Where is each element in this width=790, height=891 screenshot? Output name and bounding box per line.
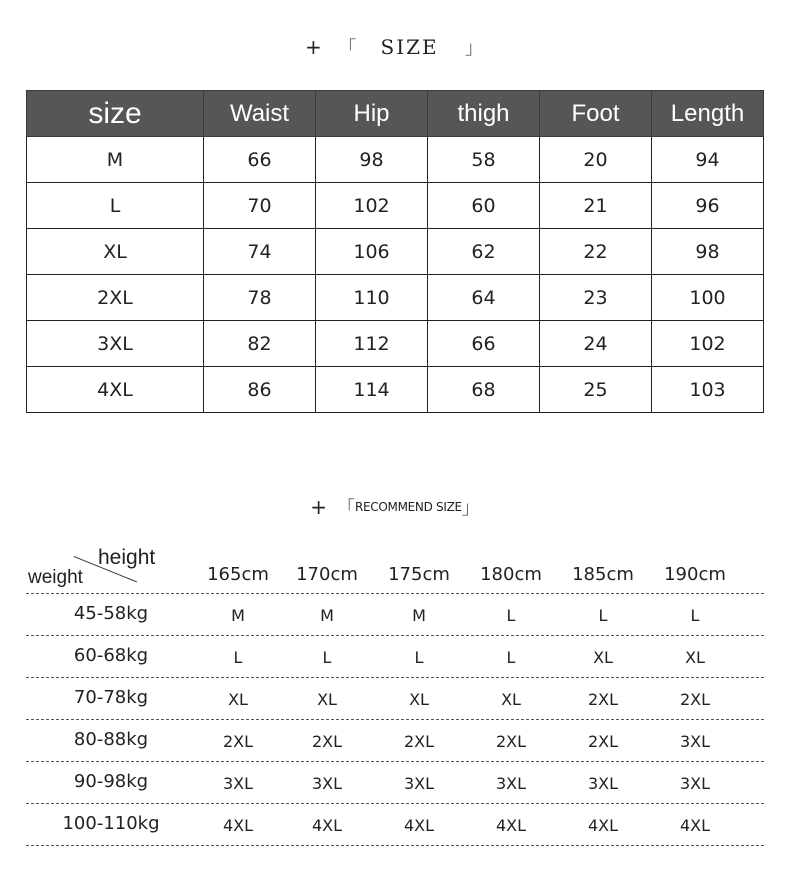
open-bracket: 「: [336, 498, 355, 519]
table-row: [27, 137, 764, 183]
recommended-size-cell: 2XL: [587, 732, 619, 751]
table-cell: 25: [540, 367, 652, 413]
recommended-size-cell: 4XL: [495, 816, 527, 835]
recommended-size-cell: 2XL: [587, 690, 619, 709]
recommended-size-cell: XL: [317, 690, 337, 709]
recommended-size-cell: 4XL: [587, 816, 619, 835]
plus-icon: +: [310, 495, 327, 519]
recommended-size-cell: 4XL: [403, 816, 435, 835]
recommended-size-cell: 3XL: [679, 732, 711, 751]
table-row: [26, 636, 764, 678]
height-column-header: 170cm: [296, 564, 358, 585]
table-row: [27, 229, 764, 275]
recommended-size-cell: 2XL: [495, 732, 527, 751]
recommended-size-cell: XL: [228, 690, 248, 709]
weight-range-label: 45-58kg: [73, 603, 149, 624]
weight-range-label: 90-98kg: [73, 771, 149, 792]
table-cell: 94: [652, 137, 764, 183]
recommended-size-cell: M: [231, 606, 245, 625]
weight-range-label: 80-88kg: [73, 729, 149, 750]
weight-range-label: 60-68kg: [73, 645, 149, 666]
recommended-size-cell: 3XL: [403, 774, 435, 793]
recommended-size-cell: 2XL: [679, 690, 711, 709]
table-cell: 86: [204, 367, 316, 413]
recommended-size-cell: L: [506, 648, 516, 667]
recommended-size-cell: L: [322, 648, 332, 667]
size-table-header-row: [27, 91, 764, 137]
recommended-size-cell: M: [412, 606, 426, 625]
foot-column-header: Foot: [540, 91, 652, 137]
recommended-size-cell: 3XL: [679, 774, 711, 793]
table-cell: 20: [540, 137, 652, 183]
height-column-header: 175cm: [388, 564, 450, 585]
size-table: [26, 90, 764, 413]
height-column-header: 190cm: [664, 564, 726, 585]
height-column-header: 180cm: [480, 564, 542, 585]
table-cell: 24: [540, 321, 652, 367]
table-cell: 103: [652, 367, 764, 413]
recommended-size-cell: L: [690, 606, 700, 625]
table-cell: 23: [540, 275, 652, 321]
table-cell: 112: [316, 321, 428, 367]
plus-icon: +: [305, 35, 324, 59]
table-row: [27, 321, 764, 367]
height-axis-label: height: [98, 546, 156, 569]
size-title-text: SIZE: [380, 35, 439, 59]
table-cell: 110: [316, 275, 428, 321]
recommended-size-cell: L: [598, 606, 608, 625]
recommended-size-cell: 3XL: [587, 774, 619, 793]
weight-range-label: 100-110kg: [62, 813, 160, 834]
table-cell: 64: [428, 275, 540, 321]
recommend-header-row: [26, 546, 764, 594]
table-cell: 102: [652, 321, 764, 367]
table-row: [26, 762, 764, 804]
recommended-size-cell: XL: [593, 648, 613, 667]
size-column-header: size: [27, 91, 204, 137]
table-cell: 100: [652, 275, 764, 321]
table-row: [26, 720, 764, 762]
table-cell: 96: [652, 183, 764, 229]
recommend-section-title: [0, 494, 790, 520]
recommended-size-cell: 3XL: [311, 774, 343, 793]
close-bracket: 」: [461, 498, 480, 519]
height-column-header: 165cm: [207, 564, 269, 585]
table-cell: 98: [316, 137, 428, 183]
table-row: [27, 367, 764, 413]
recommended-size-cell: 3XL: [495, 774, 527, 793]
table-cell: 2XL: [27, 275, 204, 321]
recommended-size-cell: XL: [685, 648, 705, 667]
recommended-size-cell: 4XL: [311, 816, 343, 835]
recommended-size-cell: 4XL: [222, 816, 254, 835]
table-row: [26, 804, 764, 846]
table-cell: XL: [27, 229, 204, 275]
waist-column-header: Waist: [204, 91, 316, 137]
recommended-size-cell: L: [506, 606, 516, 625]
recommended-size-cell: XL: [409, 690, 429, 709]
table-cell: 78: [204, 275, 316, 321]
recommended-size-cell: 2XL: [311, 732, 343, 751]
table-cell: M: [27, 137, 204, 183]
recommended-size-cell: M: [320, 606, 334, 625]
table-row: [26, 678, 764, 720]
size-section-title: [0, 34, 790, 60]
table-cell: L: [27, 183, 204, 229]
recommended-size-cell: 2XL: [403, 732, 435, 751]
close-bracket: 」: [464, 38, 485, 59]
recommend-table: [26, 546, 764, 846]
thigh-column-header: thigh: [428, 91, 540, 137]
table-row: [27, 275, 764, 321]
open-bracket: 「: [338, 38, 359, 59]
table-cell: 74: [204, 229, 316, 275]
table-cell: 98: [652, 229, 764, 275]
weight-axis-label: weight: [28, 567, 83, 588]
table-cell: 3XL: [27, 321, 204, 367]
table-cell: 4XL: [27, 367, 204, 413]
table-cell: 70: [204, 183, 316, 229]
table-row: [27, 183, 764, 229]
recommended-size-cell: L: [414, 648, 424, 667]
table-cell: 62: [428, 229, 540, 275]
table-cell: 21: [540, 183, 652, 229]
table-cell: 82: [204, 321, 316, 367]
height-column-header: 185cm: [572, 564, 634, 585]
recommended-size-cell: 4XL: [679, 816, 711, 835]
length-column-header: Length: [652, 91, 764, 137]
table-cell: 60: [428, 183, 540, 229]
table-cell: 66: [428, 321, 540, 367]
recommended-size-cell: 2XL: [222, 732, 254, 751]
table-cell: 114: [316, 367, 428, 413]
recommended-size-cell: XL: [501, 690, 521, 709]
recommended-size-cell: 3XL: [222, 774, 254, 793]
table-cell: 66: [204, 137, 316, 183]
table-cell: 68: [428, 367, 540, 413]
recommended-size-cell: L: [233, 648, 243, 667]
table-cell: 22: [540, 229, 652, 275]
recommend-title-text: RECOMMEND SIZE: [354, 500, 462, 514]
weight-range-label: 70-78kg: [73, 687, 149, 708]
hip-column-header: Hip: [316, 91, 428, 137]
table-row: [26, 594, 764, 636]
table-cell: 106: [316, 229, 428, 275]
table-cell: 102: [316, 183, 428, 229]
table-cell: 58: [428, 137, 540, 183]
